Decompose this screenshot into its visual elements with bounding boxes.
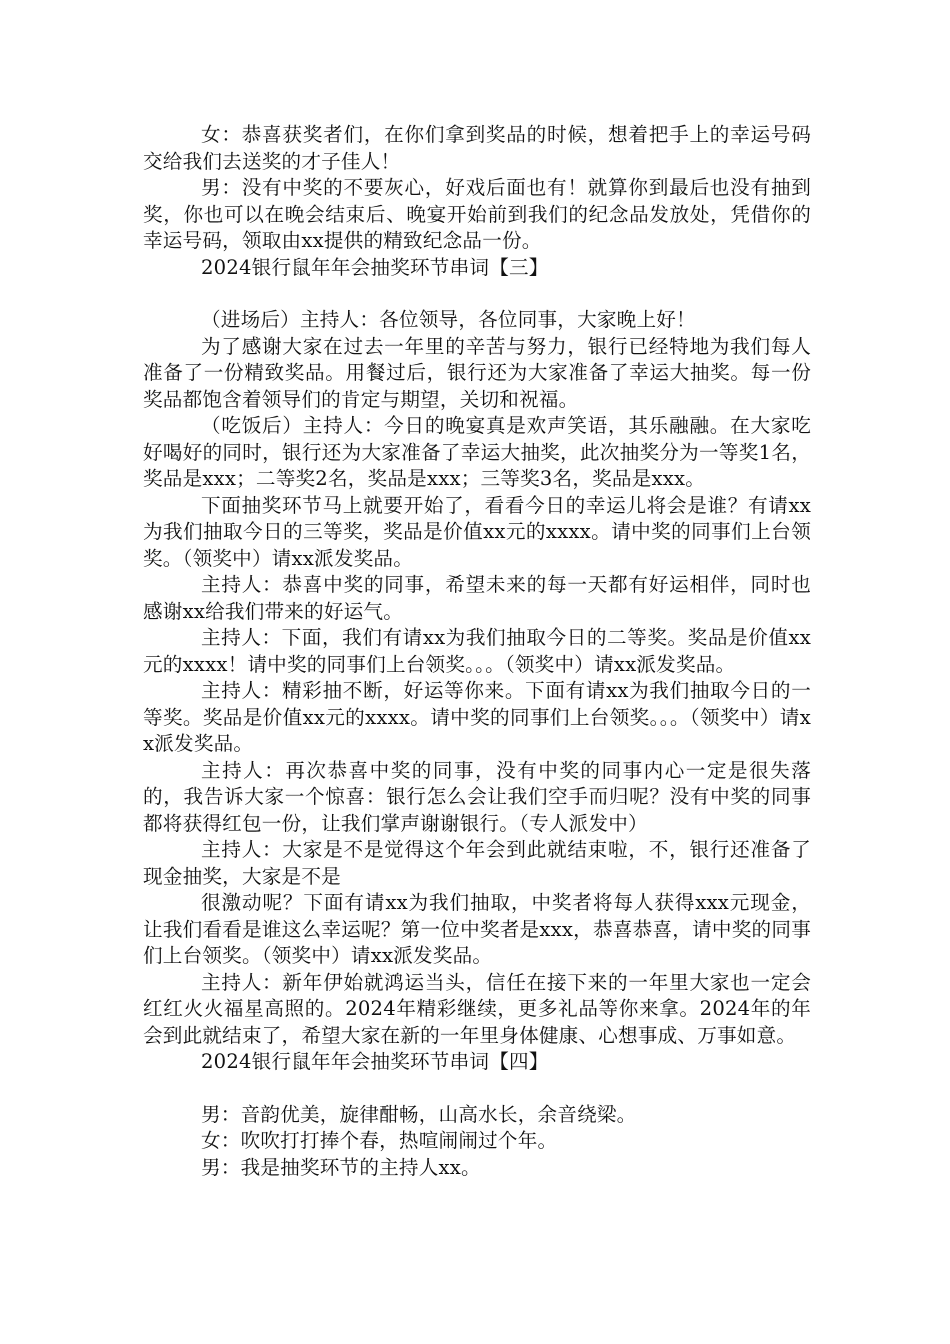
section-heading: 2024银行鼠年年会抽奖环节串词【四】 — [201, 1050, 549, 1073]
paragraph: 男：没有中奖的不要灰心，好戏后面也有！就算你到最后也没有抽到奖，你也可以在晚会结束后、晚宴开始前到我们的纪念品发放处，凭借你的幸运号码，领取由xx提供的精致纪念品一份。 — [143, 176, 811, 252]
paragraph: 为了感谢大家在过去一年里的辛苦与努力，银行已经特地为我们每人准备了一份精致奖品。用餐过后，银行还为大家准备了幸运大抽奖。每一份奖品都饱含着领导们的肯定与期望，关切和祝福。 — [143, 334, 811, 411]
paragraph: 主持人：新年伊始就鸿运当头，信任在接下来的一年里大家也一定会红红火火福星高照的。2024年精彩继续，更多礼品等你来拿。2024年的年会到此就结束了，希望大家在新的一年里身体健康、心想事成、万事如意。 — [143, 970, 811, 1047]
paragraph: 主持人：恭喜中奖的同事，希望未来的每一天都有好运相伴，同时也感谢xx给我们带来的好运气。 — [143, 573, 811, 623]
paragraph: 下面抽奖环节马上就要开始了，看看今日的幸运儿将会是谁？有请xx为我们抽取今日的三等奖，奖品是价值xx元的xxxx。请中奖的同事们上台领奖。（领奖中）请xx派发奖品。 — [143, 493, 811, 570]
document-page — [143, 122, 811, 1181]
paragraph: 很激动呢？下面有请xx为我们抽取，中奖者将每人获得xxx元现金，让我们看看是谁这么幸运呢？第一位中奖者是xxx，恭喜恭喜，请中奖的同事们上台领奖。（领奖中）请xx派发奖品。 — [143, 891, 811, 967]
paragraph: 主持人：下面，我们有请xx为我们抽取今日的二等奖。奖品是价值xx元的xxxx！请中奖的同事们上台领奖。。。（领奖中）请xx派发奖品。 — [143, 626, 811, 676]
paragraph: 主持人：再次恭喜中奖的同事，没有中奖的同事内心一定是很失落的，我告诉大家一个惊喜：银行怎么会让我们空手而归呢？没有中奖的同事都将获得红包一份，让我们掌声谢谢银行。（专人派发中） — [143, 758, 811, 835]
paragraph: 女：恭喜获奖者们，在你们拿到奖品的时候，想着把手上的幸运号码交给我们去送奖的才子佳人！ — [143, 123, 811, 173]
paragraph: （进场后）主持人：各位领导，各位同事，大家晚上好！ — [201, 308, 696, 331]
paragraph: 男：我是抽奖环节的主持人xx。 — [201, 1155, 481, 1179]
blank-line — [143, 1076, 811, 1102]
paragraph: 男：音韵优美，旋律酣畅，山高水长，余音绕梁。 — [201, 1102, 637, 1126]
paragraph: 女：吹吹打打捧个春，热喧闹闹过个年。 — [201, 1129, 558, 1152]
paragraph: 主持人：精彩抽不断，好运等你来。下面有请xx为我们抽取今日的一等奖。奖品是价值xx元的xxxx。请中奖的同事们上台领奖。。。（领奖中）请xx派发奖品。 — [143, 679, 811, 755]
blank-line — [143, 281, 811, 307]
paragraph: （吃饭后）主持人：今日的晚宴真是欢声笑语，其乐融融。在大家吃好喝好的同时，银行还为大家准备了幸运大抽奖，此次抽奖分为一等奖1名，奖品是xxx；二等奖2名，奖品是xxx；三等奖3名，奖品是xxx。 — [143, 414, 811, 490]
section-heading: 2024银行鼠年年会抽奖环节串词【三】 — [201, 255, 549, 279]
paragraph: 主持人：大家是不是觉得这个年会到此就结束啦，不，银行还准备了现金抽奖，大家是不是 — [143, 838, 811, 888]
